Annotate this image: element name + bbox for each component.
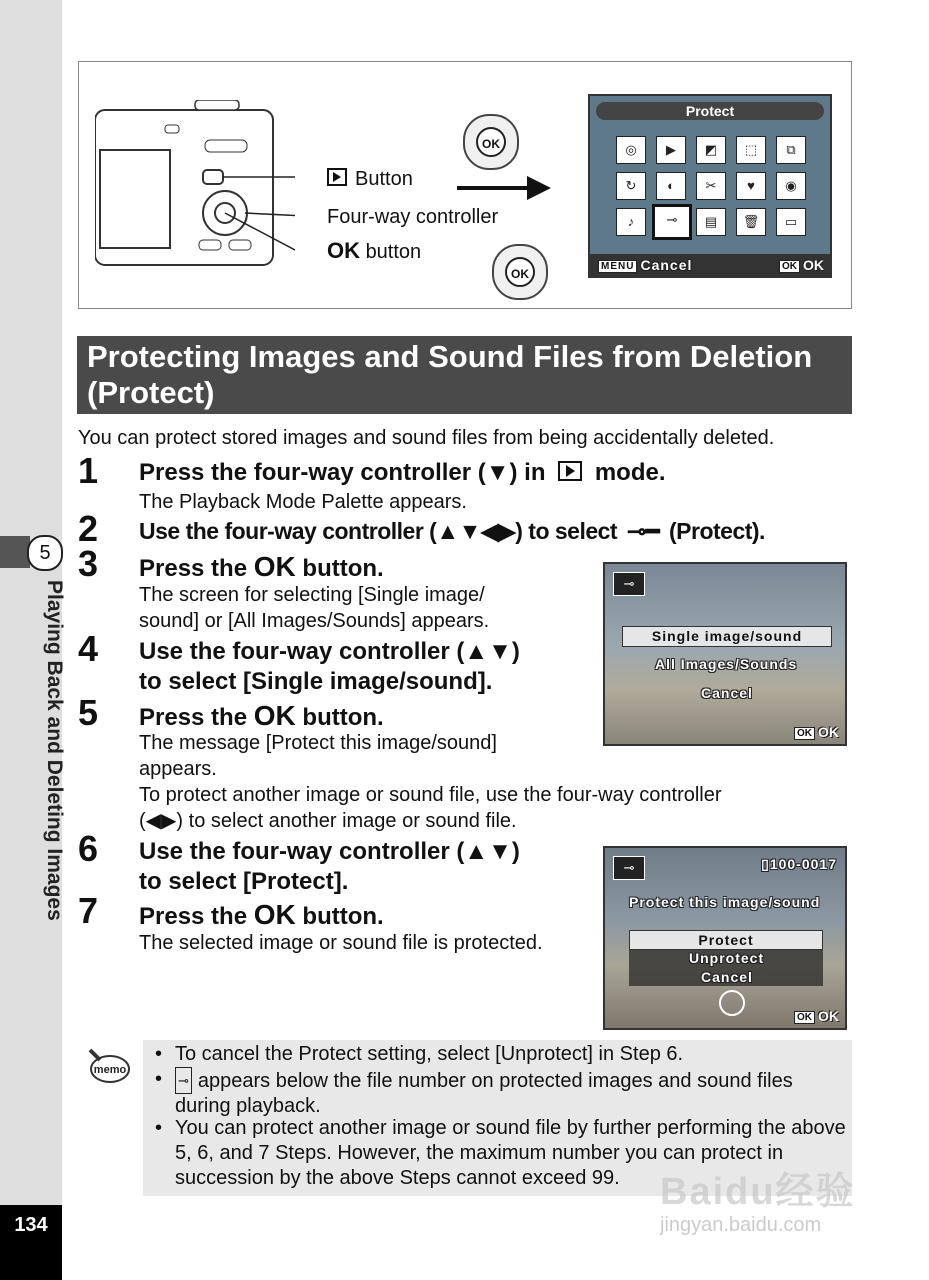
camera-back-illustration: [95, 100, 295, 270]
step-number: 6: [78, 828, 99, 869]
option-single: Single image/sound: [622, 626, 832, 647]
chapter-tab: [0, 536, 30, 568]
protect-key-icon: ⊸: [613, 856, 645, 880]
step-number: 4: [78, 628, 99, 669]
playback-button-label: Button: [327, 168, 413, 191]
step-body: The screen for selecting [Single image/ sound] or [All Images/Sounds] appears.: [139, 584, 490, 632]
four-way-label: Four-way controller: [327, 206, 499, 228]
memo-item: • You can protect another image or sound file by further performing the above 5, 6, and 7 Steps. However, the maximum number you can protect in succession by the above Steps cannot exceed 99.: [155, 1117, 846, 1189]
ok-down-button-icon: OK: [463, 114, 519, 170]
step-number: 7: [78, 890, 99, 931]
memo-item: • ⊸ appears below the file number on protected images and sound files during playback.: [155, 1068, 793, 1117]
arrow-right-icon: [457, 175, 553, 201]
palette-icon-crop: ⬚: [736, 136, 766, 164]
palette-icon-rotate: ↻: [616, 172, 646, 200]
intro-text: You can protect stored images and sound files from being accidentally deleted.: [78, 427, 775, 449]
palette-icon-slideshow: ◎: [616, 136, 646, 164]
step-heading: Use the four-way controller (▲▼) to select [Single image/sound].: [139, 638, 520, 695]
step-body: The message [Protect this image/sound] appears. To protect another image or sound file, use the four-way controller (◀▶) to select another image or sound file.: [139, 732, 722, 832]
memo-item: • To cancel the Protect setting, select [Unprotect] in Step 6.: [155, 1043, 684, 1065]
step-heading: Press the OK button.: [139, 700, 384, 731]
palette-icon-resize: ◩: [696, 136, 726, 164]
option-all: All Images/Sounds: [655, 656, 798, 672]
page-number: 134: [0, 1205, 62, 1280]
step-number: 1: [78, 450, 99, 491]
watermark-logo: Baidu经验: [660, 1171, 856, 1213]
palette-icon-frame: ♥: [736, 172, 766, 200]
step-number: 5: [78, 692, 99, 733]
select-screen: [603, 562, 847, 746]
option-unprotect: Unprotect: [689, 950, 765, 966]
step-heading: Press the four-way controller (▼) in mode.: [139, 459, 666, 486]
step-number: 3: [78, 543, 99, 584]
option-protect: Protect: [629, 930, 823, 950]
palette-icon-copy: ⧉: [776, 136, 806, 164]
step-body: The Playback Mode Palette appears.: [139, 491, 467, 513]
palette-icon-voice-memo: ♪: [616, 208, 646, 236]
protect-ok: OK OK: [794, 1008, 839, 1024]
protect-key-icon: ⊸: [175, 1067, 192, 1094]
step-heading: Press the OK button.: [139, 899, 384, 930]
palette-icon-movie-edit: ✂: [696, 172, 726, 200]
four-way-ok-button-icon: OK: [492, 244, 548, 300]
step-body: The selected image or sound file is protected.: [139, 932, 543, 954]
palette-icon-filter: ◐: [656, 172, 686, 200]
camera-diagram: [78, 61, 852, 309]
palette-title: Protect: [596, 102, 824, 120]
protect-screen: [603, 846, 847, 1030]
protect-prompt: Protect this image/sound: [629, 894, 821, 910]
palette-icon-play: ▶: [656, 136, 686, 164]
palette-icon-protect-key: ⊸: [652, 204, 692, 240]
protect-key-icon: ⊸: [613, 572, 645, 596]
palette-ok: OK OK: [779, 257, 824, 273]
option-cancel: Cancel: [701, 969, 753, 985]
file-number: ▯100-0017: [761, 856, 837, 872]
palette-screen: [588, 94, 832, 278]
playback-icon: [558, 461, 582, 481]
step-heading: Use the four-way controller (▲▼◀▶) to select ⊸━ (Protect).: [139, 518, 765, 544]
palette-icon-delete: 🗑: [736, 208, 766, 236]
palette-icon-startup: ▭: [776, 208, 806, 236]
chapter-title: Playing Back and Deleting Images: [43, 580, 66, 921]
palette-icon-dpof: ▤: [696, 208, 726, 236]
protect-key-icon: ⊸━: [626, 518, 660, 544]
step-number: 2: [78, 508, 99, 549]
memo-icon: [86, 1044, 130, 1084]
svg-text:memo: memo: [93, 1064, 127, 1076]
palette-icon-redeye: ◉: [776, 172, 806, 200]
watermark-url: jingyan.baidu.com: [660, 1214, 822, 1236]
ok-button-label: OK button: [327, 238, 422, 263]
step-heading: Use the four-way controller (▲▼) to select [Protect].: [139, 838, 520, 895]
section-title: Protecting Images and Sound Files from Deletion (Protect): [77, 336, 852, 414]
chapter-number: 5: [27, 535, 63, 571]
option-cancel: Cancel: [701, 685, 753, 701]
step-heading: Press the OK button.: [139, 551, 384, 582]
four-way-indicator-icon: [719, 990, 745, 1016]
playback-icon: [327, 168, 347, 186]
palette-cancel: MENU Cancel: [598, 257, 692, 273]
select-ok: OK OK: [794, 724, 839, 740]
